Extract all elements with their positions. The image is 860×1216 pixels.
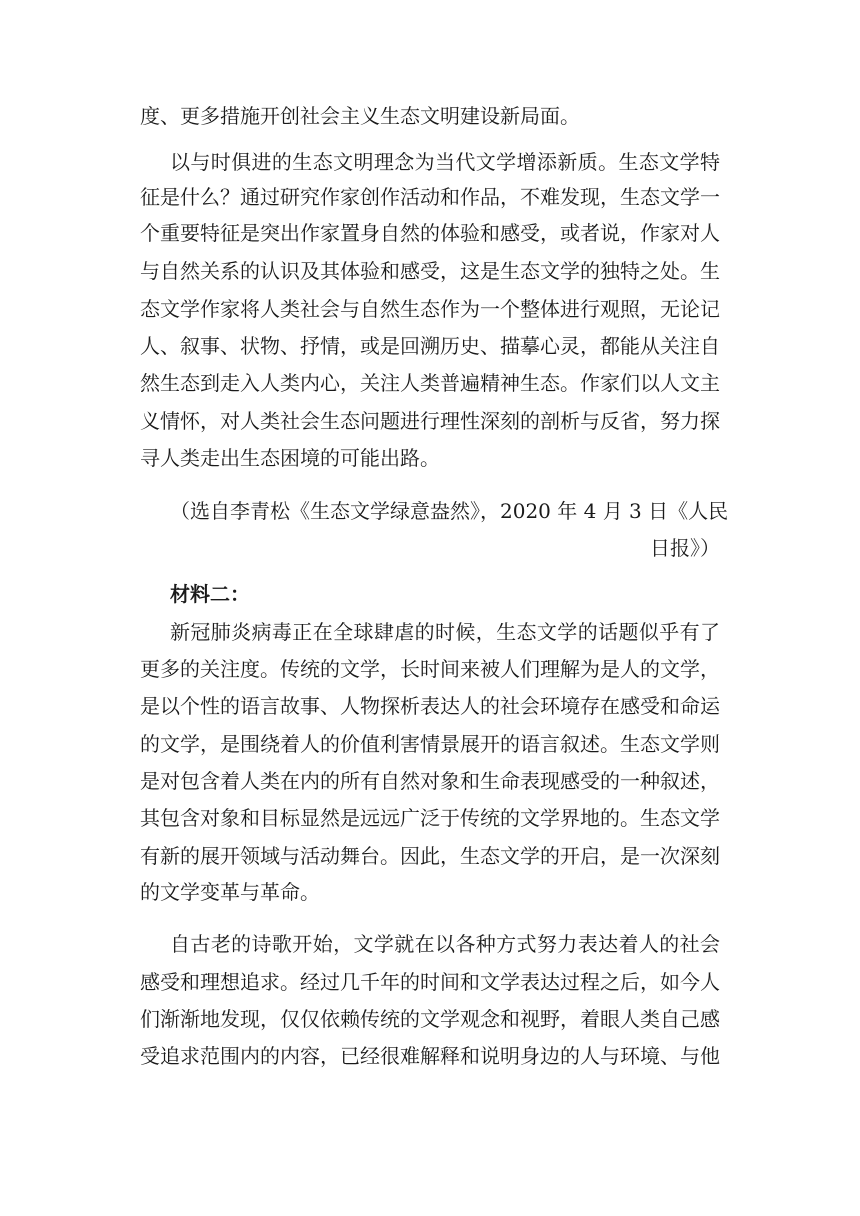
paragraph-line: 度、更多措施开创社会主义生态文明建设新局面。 bbox=[140, 104, 580, 128]
paragraph-line: 是以个性的语言故事、人物探析表达人的社会环境存在感受和命运 bbox=[140, 694, 720, 718]
paragraph-line: 以与时俱进的生态文明理念为当代文学增添新质。生态文学特 bbox=[170, 150, 720, 174]
paragraph-line: 感受和理想追求。经过几千年的时间和文学表达过程之后，如今人 bbox=[140, 970, 720, 994]
source-citation-line: 日报》） bbox=[650, 536, 720, 560]
source-citation-line: （选自李青松《生态文学绿意盎然》，2020 年 4 月 3 日《人民 bbox=[170, 499, 729, 523]
paragraph-line: 然生态到走入人类内心，关注人类普遍精神生态。作家们以人文主 bbox=[140, 371, 720, 395]
paragraph-line: 其包含对象和目标显然是远远广泛于传统的文学界地的。生态文学 bbox=[140, 806, 720, 830]
paragraph-line: 新冠肺炎病毒正在全球肆虐的时候，生态文学的话题似乎有了 bbox=[170, 620, 720, 644]
paragraph-line: 义情怀，对人类社会生态问题进行理性深刻的剖析与反省，努力探 bbox=[140, 409, 720, 433]
paragraph-line: 受追求范围内的内容，已经很难解释和说明身边的人与环境、与他 bbox=[140, 1044, 720, 1068]
paragraph-line: 有新的展开领域与活动舞台。因此，生态文学的开启，是一次深刻 bbox=[140, 844, 720, 868]
paragraph-line: 人、叙事、状物、抒情，或是回溯历史、描摹心灵，都能从关注自 bbox=[140, 334, 720, 358]
paragraph-line: 态文学作家将人类社会与自然生态作为一个整体进行观照，无论记 bbox=[140, 297, 720, 321]
paragraph-line: 个重要特征是突出作家置身自然的体验和感受，或者说，作家对人 bbox=[140, 221, 720, 245]
paragraph-line: 与自然关系的认识及其体验和感受，这是生态文学的独特之处。生 bbox=[140, 259, 720, 283]
paragraph-line: 寻人类走出生态困境的可能出路。 bbox=[140, 446, 440, 470]
paragraph-line: 们渐渐地发现，仅仅依赖传统的文学观念和视野，着眼人类自己感 bbox=[140, 1007, 720, 1031]
paragraph-line: 的文学，是围绕着人的价值利害情景展开的语言叙述。生态文学则 bbox=[140, 732, 720, 756]
section-heading: 材料二： bbox=[170, 582, 250, 606]
paragraph-line: 更多的关注度。传统的文学，长时间来被人们理解为是人的文学， bbox=[140, 657, 720, 681]
paragraph-line: 的文学变革与革命。 bbox=[140, 880, 320, 904]
paragraph-line: 自古老的诗歌开始，文学就在以各种方式努力表达着人的社会 bbox=[170, 932, 720, 956]
paragraph-line: 征是什么？通过研究作家创作活动和作品，不难发现，生态文学一 bbox=[140, 185, 720, 209]
paragraph-line: 是对包含着人类在内的所有自然对象和生命表现感受的一种叙述， bbox=[140, 769, 720, 793]
